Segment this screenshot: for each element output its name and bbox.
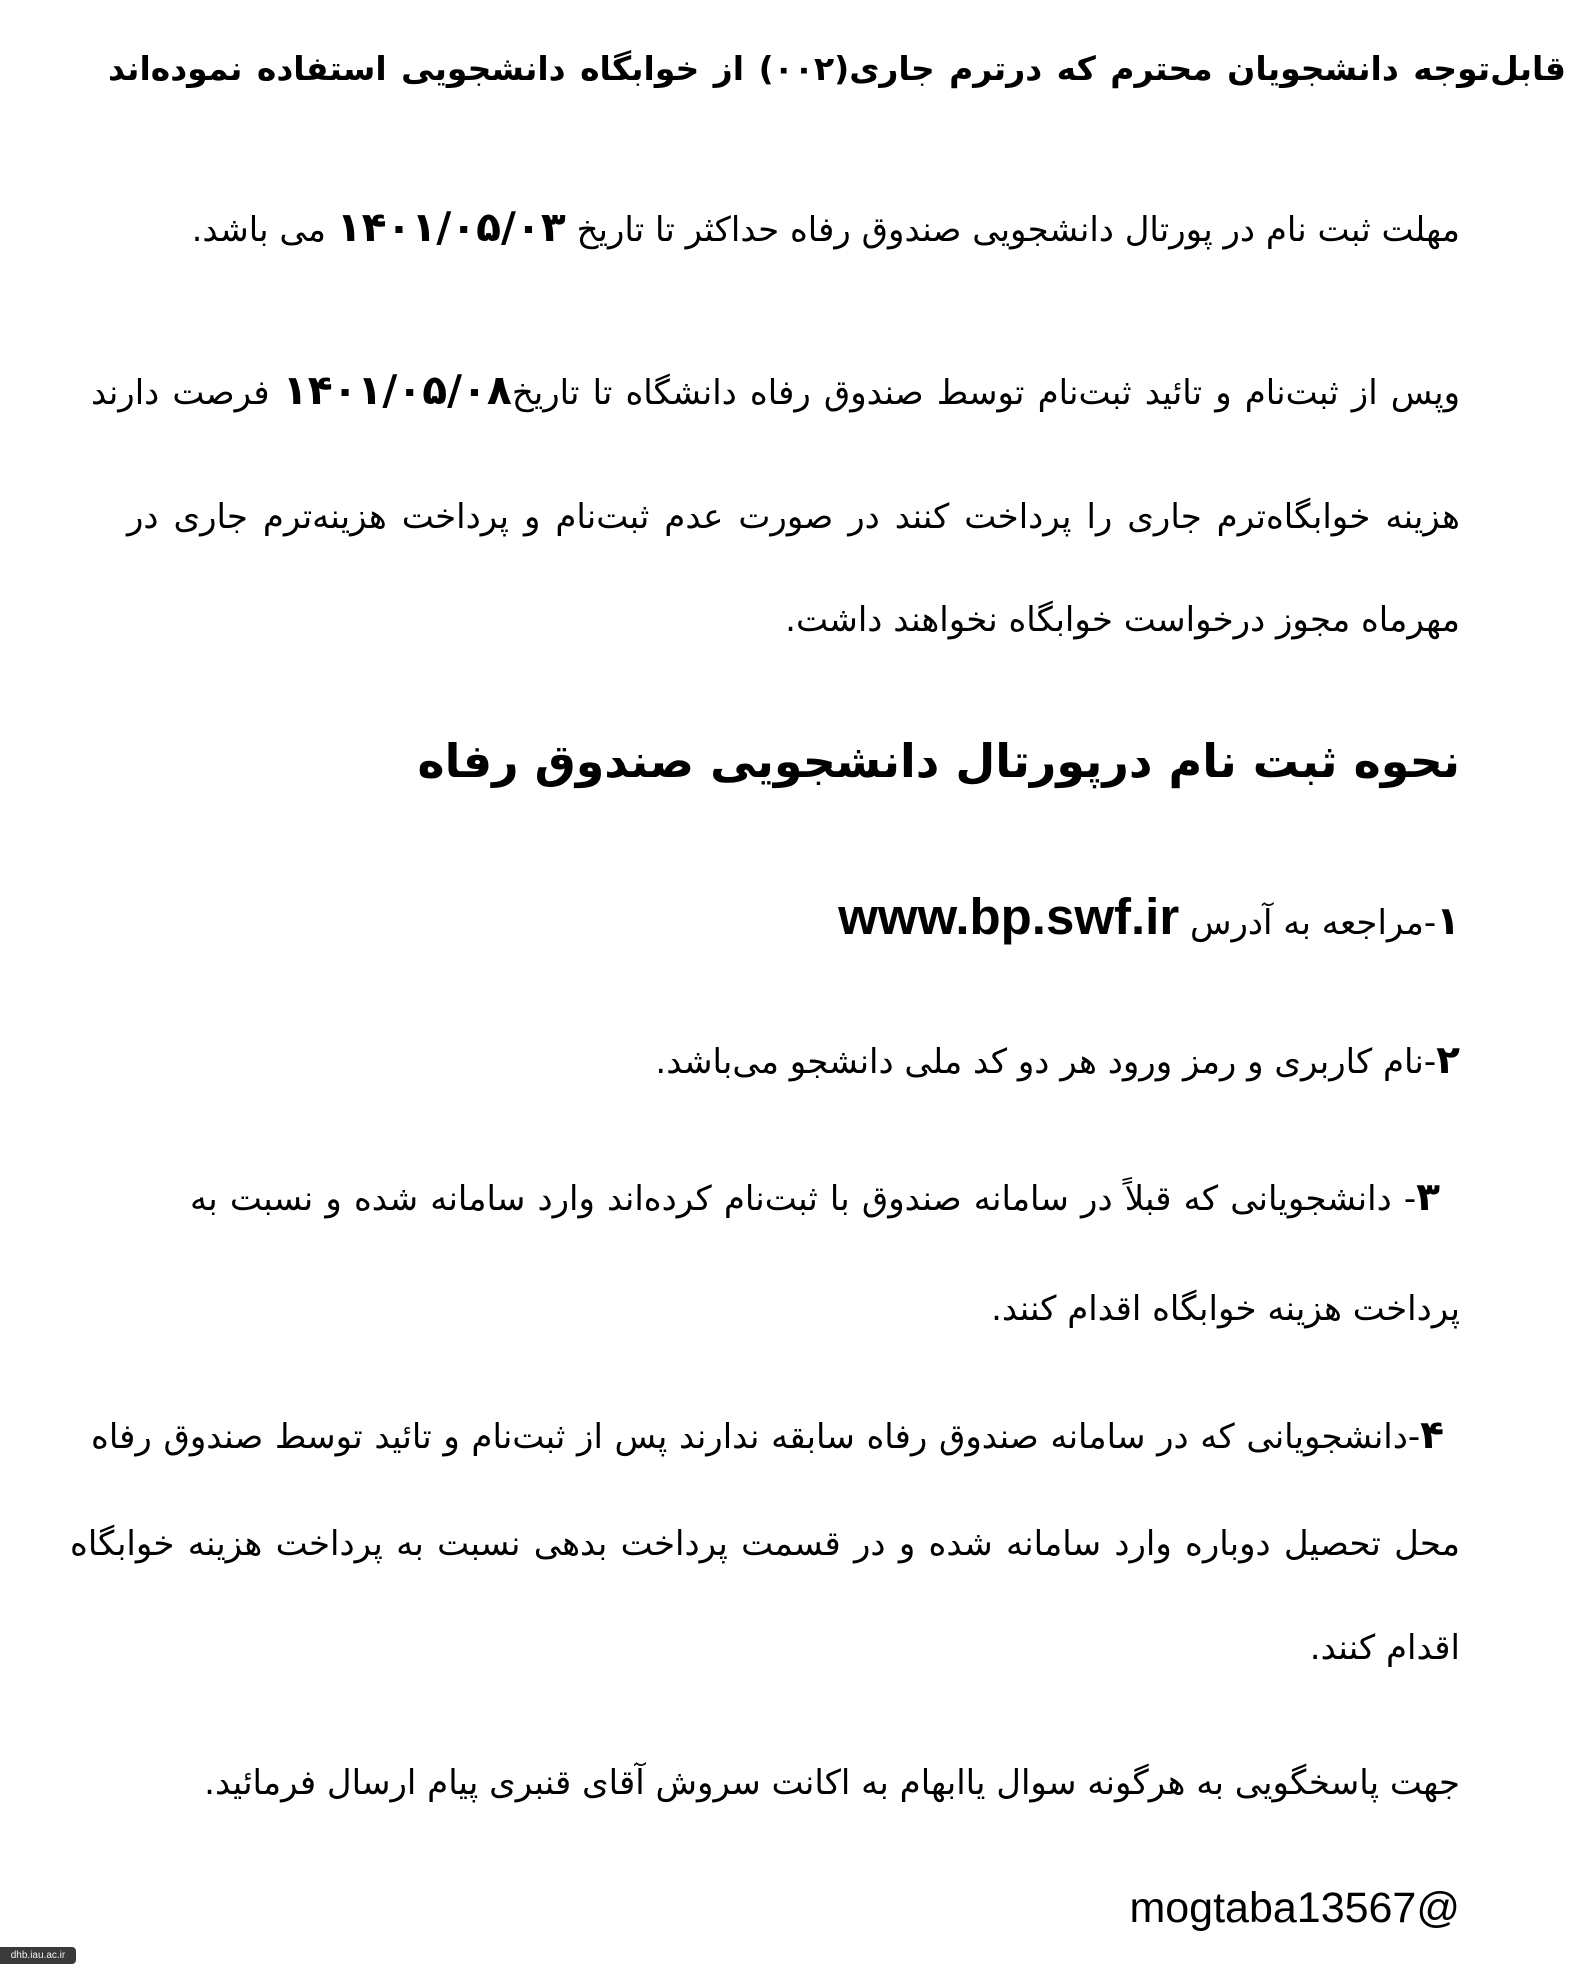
step-4-line-3: اقدام کنند.	[1309, 1628, 1460, 1668]
step-4-text-1: -دانشجویانی که در سامانه صندوق رفاه سابقه ندارند پس از ثبت‌نام و تائید توسط صندوق رفاه	[91, 1417, 1421, 1457]
payment-date: ۱۴۰۱/۰۵/۰۸	[282, 366, 512, 414]
soroush-account: mogtaba13567@	[1129, 1884, 1460, 1932]
registration-heading: نحوه ثبت نام درپورتال دانشجویی صندوق رفاه	[417, 734, 1460, 788]
portal-url: www.bp.swf.ir	[838, 888, 1180, 945]
step-4-number: ۴	[1420, 1413, 1444, 1458]
step-1-text: -مراجعه به آدرس	[1189, 903, 1437, 943]
contact-text: جهت پاسخگویی به هرگونه سوال یاابهام به اکانت سروش آقای قنبری پیام ارسال فرمائید.	[204, 1763, 1460, 1803]
deadline-date: ۱۴۰۱/۰۵/۰۳	[336, 203, 566, 251]
step-4-line-2: محل تحصیل دوباره وارد سامانه شده و در قسمت پرداخت بدهی نسبت به پرداخت هزینه خوابگاه	[70, 1524, 1460, 1564]
payment-line-1-text: وپس از ثبت‌نام و تائید ثبت‌نام توسط صندوق رفاه دانشگاه تا تاریخ	[511, 373, 1460, 413]
payment-line-1	[91, 358, 1460, 428]
step-1	[91, 888, 1460, 958]
deadline-text: مهلت ثبت نام در پورتال دانشجویی صندوق رفاه حداکثر تا تاریخ	[576, 210, 1460, 250]
step-4-line-1	[91, 1402, 1444, 1472]
step-2-text: -نام کاربری و رمز ورود هر دو کد ملی دانشجو می‌باشد.	[655, 1042, 1437, 1082]
site-watermark: dhb.iau.ac.ir	[0, 1947, 76, 1964]
step-2-number: ۲	[1436, 1038, 1460, 1083]
payment-line-2: هزینه خوابگاه‌ترم جاری را پرداخت کنند در صورت عدم ثبت‌نام و پرداخت هزینه‌ترم جاری در	[127, 497, 1460, 537]
payment-line-3: مهرماه مجوز درخواست خوابگاه نخواهند داشت.	[785, 600, 1460, 640]
deadline-suffix: می باشد.	[191, 210, 326, 250]
step-3-line-1	[190, 1164, 1440, 1234]
step-1-number: ۱	[1436, 899, 1460, 944]
step-2	[91, 1027, 1460, 1097]
notice-title: قابل‌توجه دانشجویان محترم که درترم جاری(۰۰۲) از خوابگاه دانشجویی استفاده نموده‌اند	[108, 49, 1566, 88]
step-3-line-2: پرداخت هزینه خوابگاه اقدام کنند.	[991, 1289, 1460, 1329]
deadline-line	[91, 195, 1460, 265]
step-3-text-1: - دانشجویانی که قبلاً در سامانه صندوق با ثبت‌نام کرده‌اند وارد سامانه شده و نسبت به	[190, 1179, 1417, 1219]
step-3-number: ۳	[1416, 1175, 1440, 1220]
payment-line-1-suffix: فرصت دارند	[91, 373, 270, 413]
